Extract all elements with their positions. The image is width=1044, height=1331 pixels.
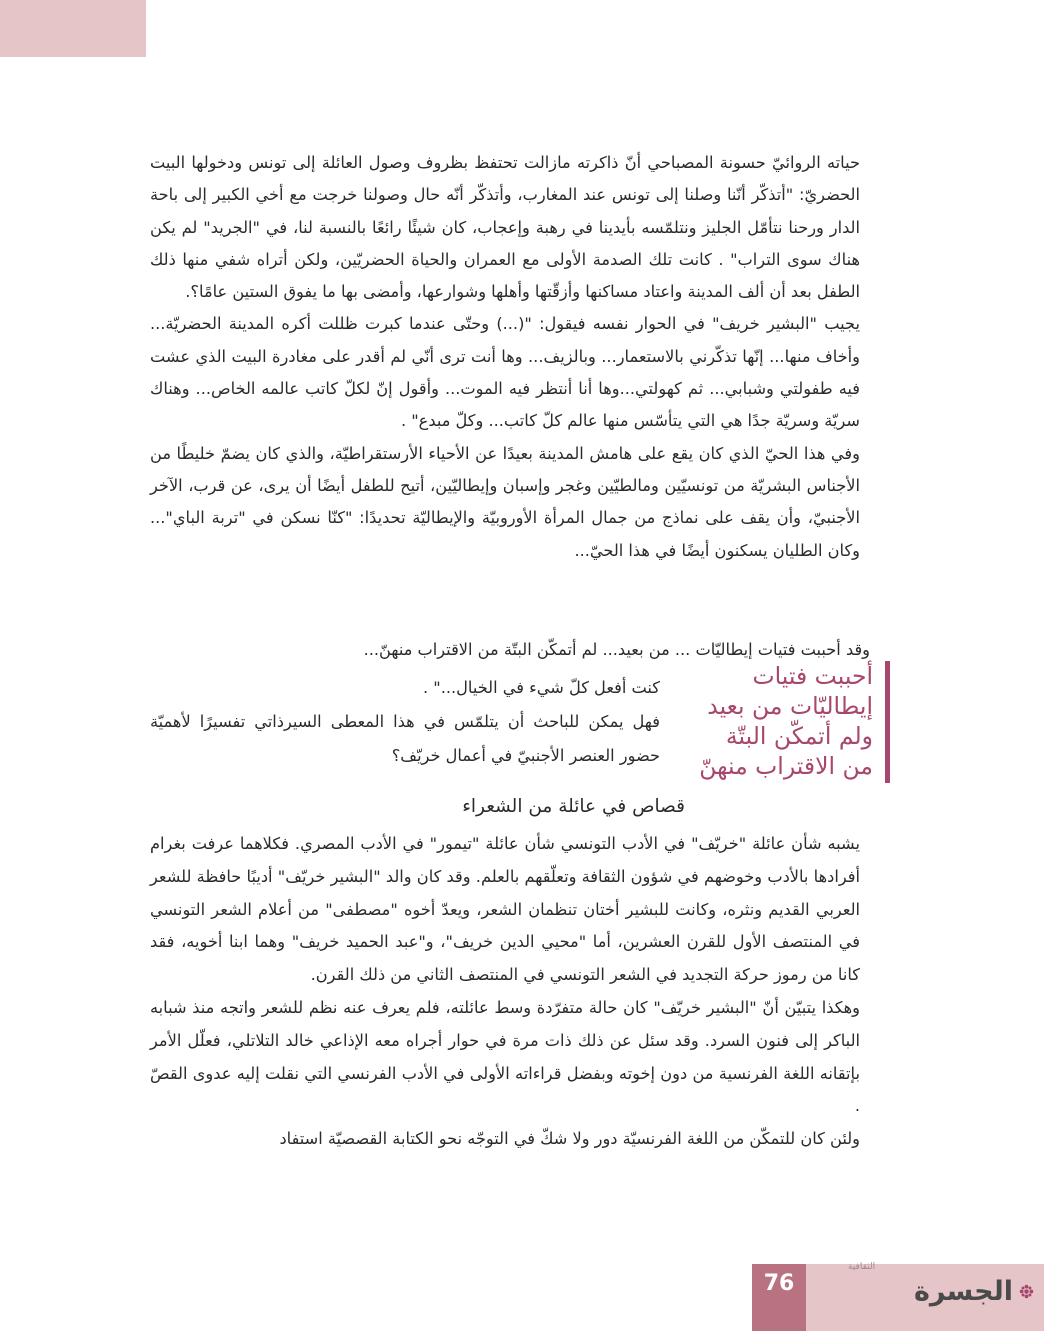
pull-quote-line: أحببت فتيات [752, 662, 873, 690]
paragraph: فهل يمكن للباحث أن يتلمّس في هذا المعطى السيرذاتي تفسيرًا لأهميّة حضور العنصر الأجنبيّ في أعمال خريّف؟ [150, 712, 660, 765]
paragraph: وهكذا يتبيّن أنّ "البشير خريّف" كان حالة متفرّدة وسط عائلته، فلم يعرف عنه نظم للشعر واتجه منذ شبابه الباكر إلى فنون السرد. وقد سئل عن ذلك ذات مرة في حوار أجراه معه الإذاعي خالد التلاتلي، فعلّل الأمر بإتقانه اللغة الفرنسية من دون إخوته وبفضل قراءاته الأولى في الأدب الفرنسي التي نقلت إليه عدوى القصّ . [150, 997, 860, 1116]
pull-quote-line: من الاقتراب منهنّ [699, 752, 873, 780]
paragraph: كنت أفعل كلّ شيء في الخيال..." . [422, 678, 660, 697]
page-number: 76 [752, 1264, 806, 1331]
pull-quote-line: إيطاليّات من بعيد [707, 692, 873, 720]
magazine-logo [812, 1268, 1034, 1314]
header-corner-tab [0, 0, 146, 57]
body-text-beside-pullquote [150, 671, 660, 773]
section-heading: قصاص في عائلة من الشعراء [462, 796, 685, 817]
paragraph: حياته الروائيّ حسونة المصباحي أنّ ذاكرته مازالت تحتفظ بظروف وصول العائلة إلى تونس ودخولها البيت الحضريّ: "أتذكّر أنّنا وصلنا إلى تونس عند المغارب، وأتذكّر أنّه حال وصولنا خرجت مع أخي الكبير إلى باحة الدار ورحنا نتأمّل الجليز ونتلمّسه بأيدينا في رهبة وإعجاب، كان شيئًا رائعًا بالنسبة لنا، في "الجريد" لم يكن هناك سوى التراب" . كانت تلك الصدمة الأولى مع العمران والحياة الحضريّين، ولكن أتراه شفي منها ذلك الطفل بعد أن ألف المدينة واعتاد مساكنها وأزقّتها وأهلها وشوارعها، وأمضى بها ما يفوق الستين عامًا؟. [150, 153, 860, 302]
flower-icon [1019, 1284, 1034, 1299]
pull-quote [672, 661, 890, 783]
pull-quote-line: ولم أتمكّن البتّة [725, 722, 873, 750]
paragraph: وفي هذا الحيّ الذي كان يقع على هامش المدينة بعيدًا عن الأحياء الأرستقراطيّة، والذي كان يضمّ خليطًا من الأجناس البشريّة من تونسيّين ومالطيّين وغجر وإسبان وإيطاليّين، أتيح للطفل أيضًا أن يرى، عن قرب، الآخر الأجنبيّ، وأن يقف على نماذج من جمال المرأة الأوروبيّة والإيطاليّة تحديدًا: "كنّا نسكن في "تربة الباي"... وكان الطليان يسكنون أيضًا في هذا الحيّ... [150, 443, 860, 560]
logo-subtitle: الثقافية [848, 1262, 876, 1272]
body-text-top [150, 147, 860, 567]
paragraph: وقد أحببت فتيات إيطاليّات ... من بعيد... لم أتمكّن البتّة من الاقتراب منهنّ... [363, 640, 870, 659]
paragraph: يجيب "البشير خريف" في الحوار نفسه فيقول: "(...) وحتّى عندما كبرت ظللت أكره المدينة الحضريّة... وأخاف منها... إنّها تذكّرني بالاستعمار... وبالزيف... وها أنت ترى أنّي لم أقدر على مغادرة البيت الذي عشت فيه طفولتي وشبابي... ثم كهولتي...وها أنا أنتظر فيه الموت... وأقول إنّ لكلّ كاتب عالمه الخاص... وهناك سريّة وسريّة جدًا هي التي يتأسّس منها عالم كلّ كاتب... وكلّ مبدع" . [150, 314, 860, 431]
logo-text: الجسرة [913, 1275, 1013, 1307]
paragraph: يشبه شأن عائلة "خريّف" في الأدب التونسي شأن عائلة "تيمور" في الأدب المصري. فكلاهما عرفت بغرام أفرادها بالأدب وخوضهم في شؤون الثقافة وتعلّقهم بالعلم. وقد كان والد "البشير خريّف" أديبًا حافظة للشعر العربي القديم ونثره، وكانت للبشير أختان تنظمان الشعر، ويعدّ أخوه "مصطفى" من أعلام الشعر التونسي في المنتصف الأول للقرن العشرين، أما "محيي الدين خريف"، و"عبد الحميد خريف" وهما ابنا أخويه، فقد كانا من رموز حركة التجديد في الشعر التونسي في المنتصف الثاني من ذلك القرن. [150, 834, 860, 985]
paragraph: ولئن كان للتمكّن من اللغة الفرنسيّة دور ولا شكّ في التوجّه نحو الكتابة القصصيّة استفاد [279, 1129, 860, 1149]
body-text-bottom [150, 828, 860, 1156]
